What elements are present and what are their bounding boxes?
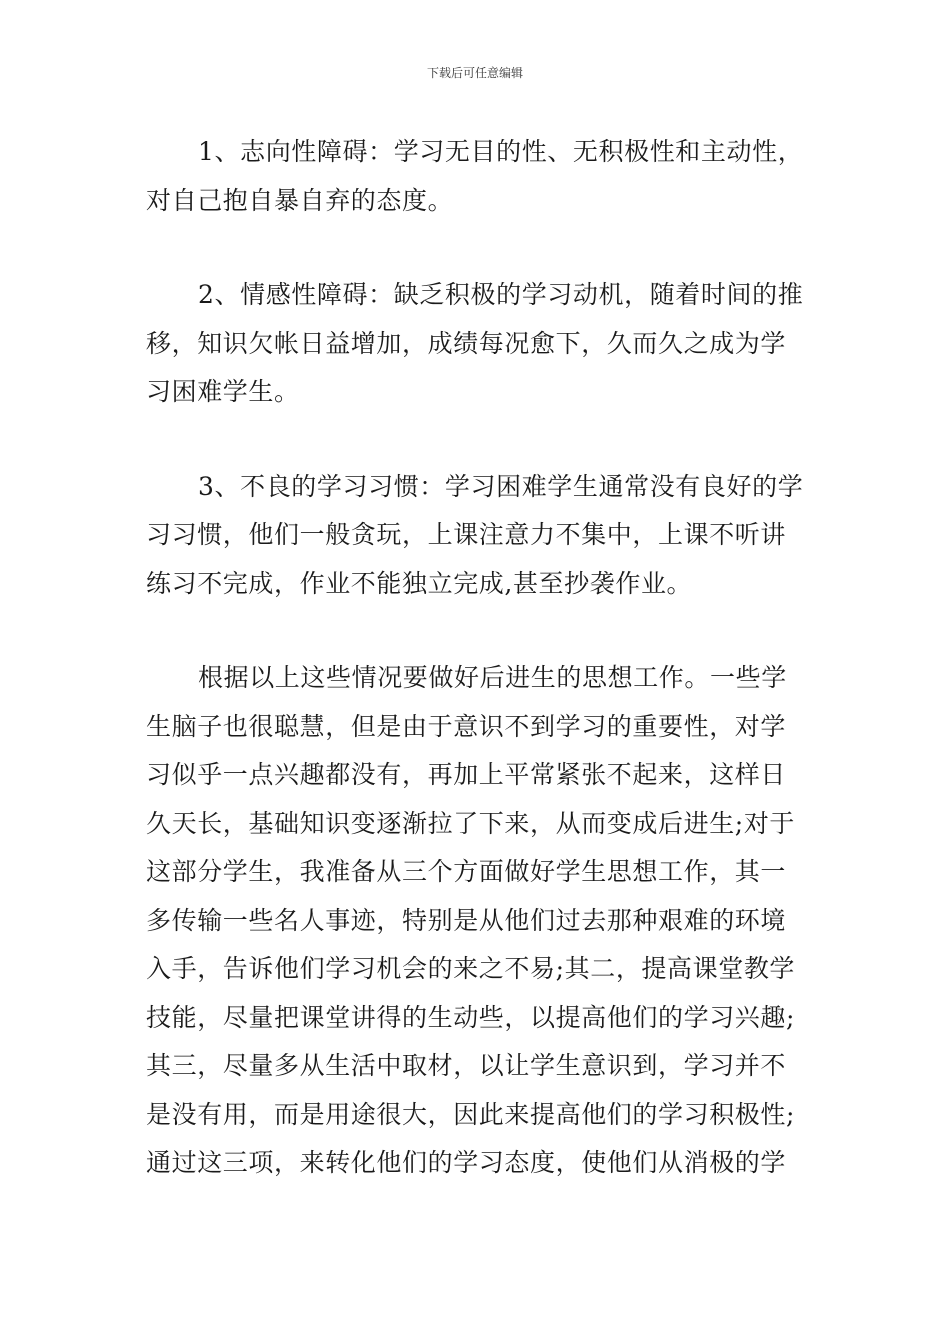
text-line: 生脑子也很聪慧，但是由于意识不到学习的重要性，对学	[146, 711, 787, 741]
text-line: 这部分学生，我准备从三个方面做好学生思想工作，其一	[146, 857, 787, 886]
text-line: 移，知识欠帐日益增加，成绩每况愈下，久而久之成为学	[146, 328, 787, 358]
text-line: 2、情感性障碍：缺乏积极的学习动机，随着时间的推	[198, 280, 804, 309]
text-line: 1、志向性障碍：学习无目的性、无积极性和主动性，	[198, 137, 804, 166]
page-header-note: 下载后可任意编辑	[426, 66, 523, 80]
document-body	[146, 128, 808, 1188]
text-line: 习似乎一点兴趣都没有，再加上平常紧张不起来，这样日	[146, 760, 787, 789]
text-line: 久天长，基础知识变逐渐拉了下来，从而变成后进生;对于	[146, 808, 796, 838]
paragraph-spacer	[146, 225, 808, 271]
text-line: 对自己抱自暴自弃的态度。	[146, 185, 454, 215]
paragraph-spacer	[146, 417, 808, 463]
text-line: 根据以上这些情况要做好后进生的思想工作。一些学	[198, 663, 787, 692]
text-line: 习习惯，他们一般贪玩，上课注意力不集中，上课不听讲	[146, 520, 787, 549]
text-line: 是没有用，而是用途很大，因此来提高他们的学习积极性;	[146, 1099, 796, 1129]
paragraph-ideological-work	[146, 654, 808, 1188]
text-line: 其三，尽量多从生活中取材，以让学生意识到，学习并不	[146, 1051, 787, 1080]
paragraph-emotional-obstacle	[146, 271, 808, 417]
paragraph-spacer	[146, 608, 808, 654]
paragraph-bad-study-habits	[146, 463, 808, 609]
text-line: 习困难学生。	[146, 377, 300, 406]
text-line: 通过这三项，来转化他们的学习态度，使他们从消极的学	[146, 1148, 787, 1177]
paragraph-ambition-obstacle	[146, 128, 808, 225]
text-line: 入手，告诉他们学习机会的来之不易;其二，提高课堂教学	[146, 954, 796, 983]
text-line: 多传输一些名人事迹，特别是从他们过去那种艰难的环境	[146, 905, 787, 935]
text-line: 技能，尽量把课堂讲得的生动些，以提高他们的学习兴趣;	[146, 1002, 796, 1032]
text-line: 3、不良的学习习惯：学习困难学生通常没有良好的学	[198, 471, 804, 501]
text-line: 练习不完成，作业不能独立完成,甚至抄袭作业。	[146, 568, 693, 598]
